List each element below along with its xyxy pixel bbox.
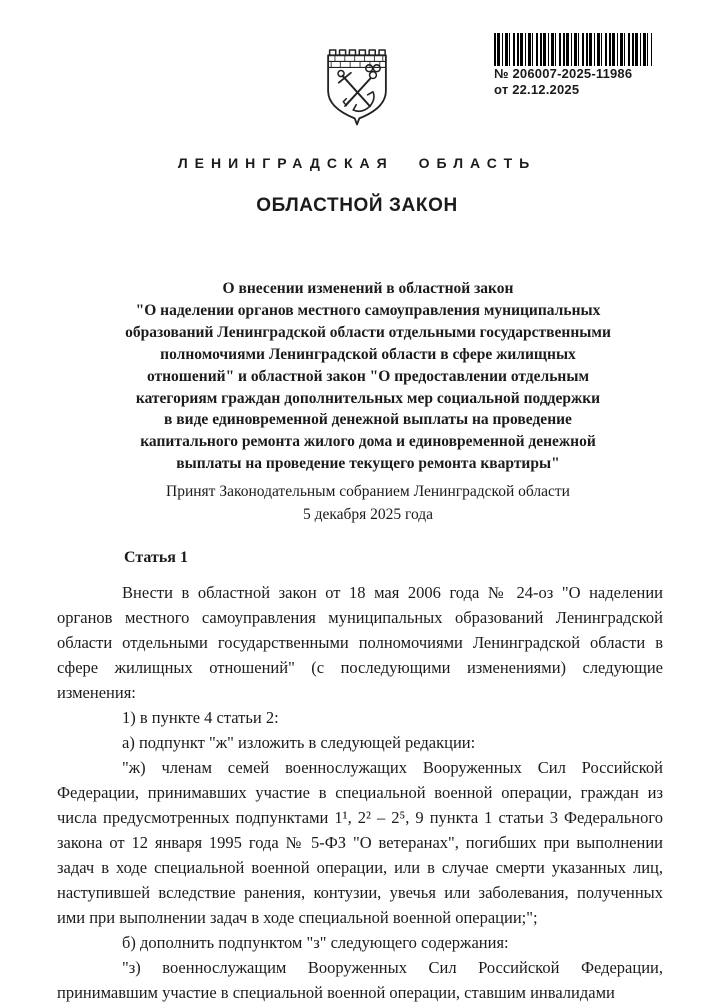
region-name: ЛЕНИНГРАДСКАЯ ОБЛАСТЬ bbox=[177, 155, 537, 171]
law-title-line: капитального ремонта жилого дома и единовременной денежной bbox=[140, 433, 596, 451]
adoption-line: 5 декабря 2025 года bbox=[302, 505, 434, 523]
law-title-line: в виде единовременной денежной выплаты на проведение bbox=[164, 411, 572, 429]
body-paragraph: б) дополнить подпунктом "з" следующего содержания: bbox=[122, 933, 509, 952]
body-paragraph: "з) военнослужащим Вооруженных Сил Российской Федерации, принимавшим участие в специальной военной операции, ставшим инвалидами bbox=[57, 958, 663, 1002]
body-paragraph: а) подпункт "ж" изложить в следующей редакции: bbox=[122, 733, 476, 752]
barcode-icon bbox=[494, 33, 652, 66]
registration-stamp bbox=[494, 33, 666, 98]
adoption-line: Принят Законодательным собранием Ленинградской области bbox=[166, 483, 570, 500]
law-title-line: отношений" и областной закон "О предоставлении отдельным bbox=[146, 367, 590, 385]
stamp-date: от 22.12.2025 bbox=[494, 82, 580, 97]
law-title-line: О внесении изменений в областной закон bbox=[222, 280, 514, 297]
law-title-line: образований Ленинградской области отдельными государственными bbox=[125, 323, 611, 341]
body-paragraph: Внести в областной закон от 18 мая 2006 года № 24-оз "О наделении органов местного самоуправления муниципальных образований Ленинградской области отдельными государственными полномочиями Ленинградской области в сфере жилищных отношений" (с последующими изменениями) следующие изменения: bbox=[57, 583, 663, 702]
law-title bbox=[70, 278, 666, 475]
law-title-line: категориям граждан дополнительных мер социальной поддержки bbox=[135, 389, 601, 407]
body-paragraph: "ж) членам семей военнослужащих Вооруженных Сил Российской Федерации, принимавших участие в специальной военной операции, граждан из числа предусмотренных подпунктами 1¹, 2² – 2⁵, 9 пункта 1 статьи 3 Федерального закона от 12 января 1995 года № 5-ФЗ "О ветеранах", погибших при выполнении задач в ходе специальной военной операции, или в случае смерти указанных лиц, наступившей вследствие ранения, контузии, увечья или заболевания, полученных ими при выполнении задач в ходе специальной военной операции;"; bbox=[57, 758, 663, 927]
body-paragraph: 1) в пункте 4 статьи 2: bbox=[122, 708, 279, 727]
law-title-line: "О наделении органов местного самоуправления муниципальных bbox=[135, 301, 601, 319]
document-type-heading: ОБЛАСТНОЙ ЗАКОН bbox=[256, 195, 458, 216]
law-title-line: выплаты на проведение текущего ремонта квартиры" bbox=[176, 455, 560, 473]
law-title-line: полномочиями Ленинградской области в сфере жилищных bbox=[160, 345, 576, 363]
stamp-number: № 206007-2025-11986 bbox=[494, 66, 633, 81]
coat-of-arms-icon bbox=[319, 45, 395, 131]
article-1-heading: Статья 1 bbox=[124, 549, 188, 566]
article-body bbox=[57, 580, 663, 1005]
adoption-note bbox=[70, 481, 666, 526]
